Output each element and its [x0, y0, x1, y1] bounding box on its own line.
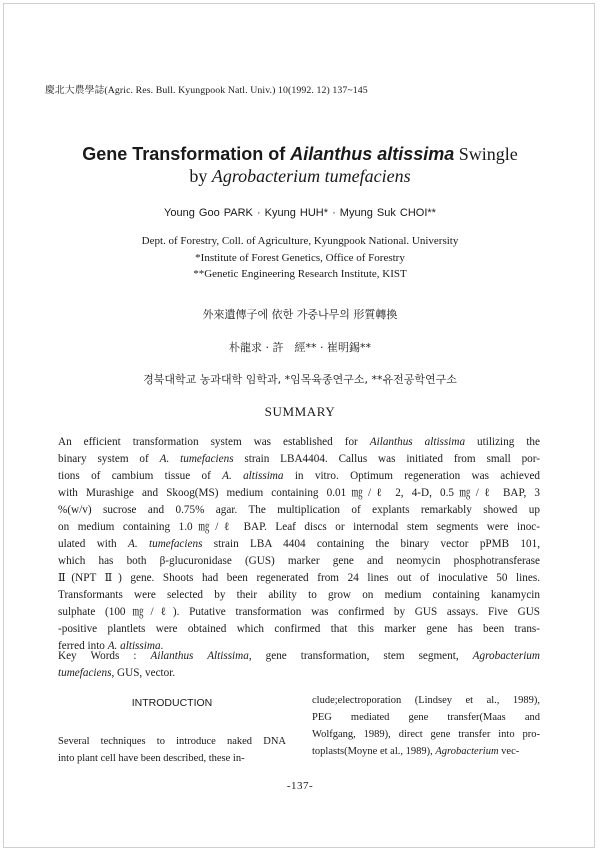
korean-affiliation: 경북대학교 농과대학 임학과, *임목육종연구소, **유전공학연구소	[143, 373, 457, 386]
text-run: Key Words :	[58, 650, 151, 662]
text-run: PEG mediated gene transfer(Maas and	[312, 712, 540, 723]
intro-right-line	[312, 743, 540, 760]
text-run: into plant cell have been described, these in-	[58, 753, 245, 764]
abstract-line	[58, 604, 540, 621]
text-run: with Murashige and Skoog(MS) medium containing 0.01㎎/ℓ 2, 4-D, 0.5㎎/ℓ BAP, 3	[58, 487, 540, 499]
text-run: Transformants were selected by their ability to grow on medium containing kanamycin	[58, 589, 540, 601]
abstract-line	[58, 621, 540, 638]
affiliation-2: *Institute of Forest Genetics, Office of Forestry	[195, 252, 405, 264]
italic-term: A. altissima	[222, 470, 284, 482]
title-part: Swingle	[454, 144, 518, 164]
text-run: An efficient transformation system was established for	[58, 436, 370, 448]
abstract-line	[58, 434, 540, 451]
italic-term: Ailanthus Altissima	[150, 650, 249, 662]
text-run: strain LBA 4404 containing the binary vector pPMB 101,	[202, 538, 541, 550]
affiliation-3: **Genetic Engineering Research Institute, KIST	[193, 268, 407, 280]
text-run: on medium containing 1.0㎎/ℓ BAP. Leaf discs or internodal stem segments were inoc-	[58, 521, 540, 533]
text-run: in vitro. Optimum regeneration was achieved	[283, 470, 541, 482]
abstract-line	[58, 587, 540, 604]
title-part: by	[189, 166, 212, 186]
authors: Young Goo PARK · Kyung HUH* · Myung Suk CHOI**	[164, 207, 436, 219]
intro-left-line	[58, 750, 286, 767]
italic-term: A. tumefaciens	[127, 538, 203, 550]
keywords-line	[58, 648, 540, 665]
italic-term: Agrobacterium	[435, 746, 499, 757]
text-run: ferred into	[58, 640, 108, 652]
abstract-line	[58, 553, 540, 570]
text-run: .	[160, 640, 164, 652]
keywords	[58, 648, 540, 682]
italic-term: Agrobacterium	[472, 650, 540, 662]
korean-authors: 朴龍求 · 許 經** · 崔明錫**	[229, 341, 371, 354]
abstract-line	[58, 485, 540, 502]
text-run: which has both β-glucuronidase (GUS) marker gene and neomycin phosphotransferase	[58, 555, 540, 567]
journal-header: 慶北大農學誌(Agric. Res. Bull. Kyungpook Natl. Univ.) 10(1992. 12) 137~145	[45, 85, 368, 96]
abstract-line	[58, 451, 540, 468]
italic-term: A. altissima	[107, 640, 161, 652]
text-run: vec-	[498, 746, 520, 757]
text-run: strain LBA4404. Callus was initiated from small por-	[233, 453, 541, 465]
page-number: -137-	[286, 780, 314, 792]
abstract-line	[58, 570, 540, 587]
text-run: clude;electroporation (Lindsey et al., 1989),	[312, 695, 540, 706]
abstract-text	[58, 434, 540, 655]
italic-term: Ailanthus altissima	[369, 436, 466, 448]
text-run: , gene transformation, stem segment,	[248, 650, 473, 662]
abstract-line	[58, 502, 540, 519]
text-run: Ⅱ(NPT Ⅱ) gene. Shoots had been regenerated from 24 lines out of inoculative 50 lines.	[58, 572, 540, 584]
text-run: Several techniques to introduce naked DNA	[58, 736, 286, 747]
abstract-line	[58, 536, 540, 553]
affiliation-1: Dept. of Forestry, Coll. of Agriculture, Kyungpook National. University	[141, 235, 459, 247]
title-part: Gene Transformation of	[82, 144, 291, 164]
text-run: utilizing the	[465, 436, 540, 448]
title-bacterium: Agrobacterium tumefaciens	[211, 166, 411, 186]
intro-right-column	[312, 692, 540, 760]
text-run: ulated with	[58, 538, 128, 550]
text-run: tions of cambium tissue of	[58, 470, 223, 482]
italic-term: A. tumefaciens	[159, 453, 234, 465]
text-run: -positive plantlets were obtained which confirmed that this marker gene has been trans-	[58, 623, 540, 635]
abstract-line	[58, 468, 540, 485]
text-run: toplasts(Moyne et al., 1989),	[312, 746, 436, 757]
text-run: , GUS, vector.	[111, 667, 176, 679]
paper-title-line-2	[0, 166, 600, 187]
italic-term: tumefaciens	[58, 667, 112, 679]
intro-right-line	[312, 709, 540, 726]
intro-right-line	[312, 692, 540, 709]
abstract-line	[58, 519, 540, 536]
korean-title: 外來遺傳子에 依한 가중나무의 形質轉換	[202, 308, 398, 321]
intro-left-line	[58, 733, 286, 750]
text-run: %(w/v) sucrose and 0.75% agar. The multiplication of explants remarkably showed up	[58, 504, 540, 516]
intro-left-column	[58, 733, 286, 767]
summary-heading: SUMMARY	[264, 404, 336, 419]
introduction-heading: INTRODUCTION	[131, 697, 213, 709]
text-run: sulphate (100㎎/ℓ). Putative transformation was confirmed by GUS assays. Five GUS	[58, 606, 540, 618]
text-run: binary system of	[58, 453, 160, 465]
paper-title-line-1	[0, 144, 600, 165]
keywords-line	[58, 665, 540, 682]
text-run: Wolfgang, 1989), direct gene transfer into pro-	[312, 729, 540, 740]
title-species: Ailanthus altissima	[290, 144, 455, 164]
intro-right-line	[312, 726, 540, 743]
